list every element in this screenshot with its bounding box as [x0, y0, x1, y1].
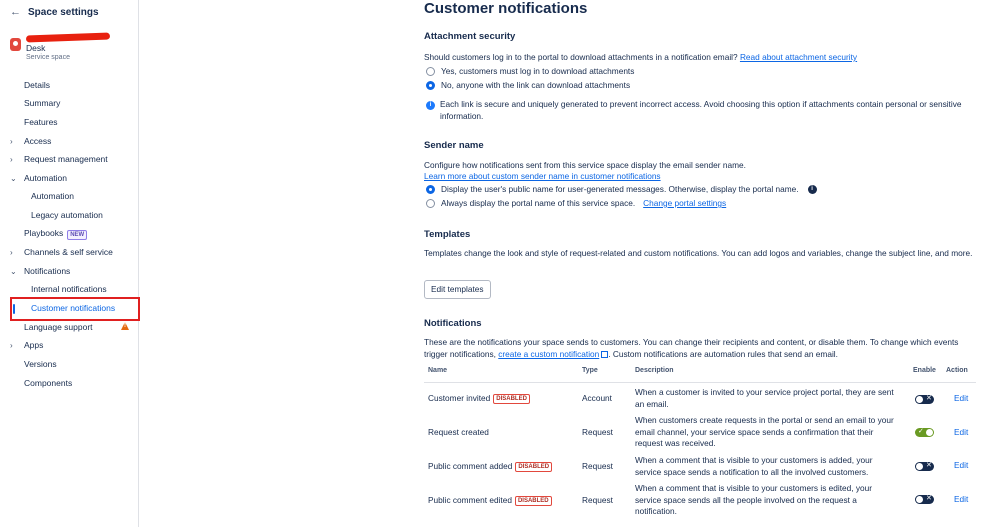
- notifications-desc-text-2: . Custom notifications are automation rules that send an email.: [608, 348, 838, 359]
- attachment-question-text: Should customers log in to the portal to download attachments in a notification email?: [424, 52, 738, 62]
- sidebar-header: [10, 6, 99, 18]
- chevron-down-icon[interactable]: ⌄: [10, 266, 17, 276]
- info-icon[interactable]: i: [808, 185, 817, 194]
- page-title: Customer notifications: [424, 0, 588, 17]
- table-row-description: When a customer is invited to your service project portal, they are sent an email.: [635, 387, 894, 409]
- sidebar-item-label: Legacy automation: [31, 210, 103, 220]
- attachment-info-text: Each link is secure and uniquely generated to prevent incorrect access. Avoid choosing this option if attachments contain personal or sensitive information.: [440, 99, 962, 121]
- table-row-type: Request: [582, 427, 613, 437]
- sidebar-item-label: Versions: [24, 359, 57, 369]
- table-row-name: [428, 495, 552, 507]
- sidebar-item-label: Automation: [31, 191, 74, 201]
- sidebar-item-label: Automation: [24, 173, 67, 183]
- table-row-type: Request: [582, 495, 613, 505]
- column-header-enable[interactable]: Enable: [913, 367, 936, 374]
- edit-link[interactable]: Edit: [954, 494, 969, 504]
- redaction-mark: [26, 33, 110, 43]
- edit-link[interactable]: Edit: [954, 427, 969, 437]
- attachment-option-login-label: Yes, customers must log in to download attachments: [441, 66, 635, 76]
- sender-learn-link[interactable]: Learn more about custom sender name in customer notifications: [424, 171, 661, 181]
- table-row-name: [428, 393, 530, 405]
- row-name-text: Request created: [428, 427, 489, 437]
- enable-toggle[interactable]: ✕: [915, 495, 934, 504]
- back-arrow-icon[interactable]: ←: [10, 6, 21, 18]
- sidebar-title: Space settings: [28, 6, 99, 18]
- radio-login[interactable]: [426, 67, 435, 76]
- warning-icon: [121, 322, 129, 330]
- project-name: Desk: [26, 43, 46, 53]
- sidebar-item-label: Language support: [24, 322, 93, 332]
- sender-option-portal-name-label: Always display the portal name of this service space.: [441, 198, 636, 208]
- table-row-name: [428, 461, 552, 473]
- sidebar-item-label: Request management: [24, 154, 108, 164]
- chevron-down-icon[interactable]: ⌄: [10, 173, 17, 183]
- disabled-badge: DISABLED: [493, 394, 530, 404]
- row-name-text: Customer invited: [428, 393, 491, 403]
- sender-name-heading: Sender name: [424, 140, 484, 151]
- table-header-divider: [424, 382, 976, 383]
- attachment-security-link[interactable]: Read about attachment security: [739, 52, 858, 62]
- sidebar-item-label: Features: [24, 117, 58, 127]
- sidebar-item-label: Playbooks: [24, 228, 64, 238]
- notifications-heading: Notifications: [424, 318, 482, 329]
- sidebar-item-label: Access: [24, 136, 52, 146]
- change-portal-settings-link[interactable]: Change portal settings: [643, 198, 727, 208]
- sidebar-item-label: Details: [24, 80, 50, 90]
- table-row-type: Request: [582, 461, 613, 471]
- sidebar-item-label: Channels & self service: [24, 247, 113, 257]
- radio-nologin[interactable]: [426, 81, 435, 90]
- disabled-badge: DISABLED: [515, 496, 552, 506]
- row-name-text: Public comment added: [428, 461, 513, 471]
- column-header-name[interactable]: Name: [428, 367, 448, 374]
- create-custom-notification-link[interactable]: create a custom notification: [498, 348, 600, 359]
- templates-desc: Templates change the look and style of request-related and custom notifications. You can add logos and variables, change the subject line, and more.: [424, 248, 973, 258]
- templates-heading: Templates: [424, 229, 471, 240]
- attachment-question: [424, 52, 984, 64]
- chevron-right-icon[interactable]: ›: [10, 247, 13, 257]
- attachment-option-nologin-label: No, anyone with the link can download attachments: [441, 80, 631, 90]
- sidebar-item-label: Customer notifications: [31, 303, 116, 313]
- column-header-type[interactable]: Type: [582, 367, 598, 374]
- table-row-description: When a comment that is visible to your customers is edited, your service space sends all the people involved on the request a notification.: [635, 483, 873, 516]
- project-info: [10, 33, 110, 63]
- table-row-name: [428, 427, 489, 439]
- radio-portal-name[interactable]: [426, 199, 435, 208]
- new-badge: NEW: [67, 230, 87, 240]
- sidebar-item-label: Components: [24, 378, 73, 388]
- notifications-desc: [424, 337, 980, 360]
- sidebar: [0, 0, 139, 527]
- row-name-text: Public comment edited: [428, 495, 512, 505]
- edit-link[interactable]: Edit: [954, 393, 969, 403]
- sidebar-item-label: Notifications: [24, 266, 71, 276]
- edit-link[interactable]: Edit: [954, 460, 969, 470]
- disabled-badge: DISABLED: [515, 462, 552, 472]
- sidebar-item-label: Internal notifications: [31, 284, 107, 294]
- sender-desc: Configure how notifications sent from this service space display the email sender name.: [424, 160, 746, 170]
- chevron-right-icon[interactable]: ›: [10, 340, 13, 350]
- enable-toggle[interactable]: ✓: [915, 428, 934, 437]
- sender-option-portal-name[interactable]: [426, 198, 726, 208]
- column-header-description[interactable]: Description: [635, 367, 674, 374]
- sender-option-user-name[interactable]: [426, 184, 817, 194]
- project-avatar: [10, 38, 21, 51]
- chevron-right-icon[interactable]: ›: [10, 136, 13, 146]
- column-header-action[interactable]: Action: [946, 367, 968, 374]
- enable-toggle[interactable]: ✕: [915, 395, 934, 404]
- sidebar-item-label: Apps: [24, 340, 44, 350]
- table-row-description: When a comment that is visible to your customers is added, your service space sends a notification to all the involved customers.: [635, 455, 873, 477]
- notifications-desc-text: These are the notifications your space sends to customers. You can change their recipients and content, or disable them. To change which events trigger notifications,: [424, 337, 959, 359]
- table-row-type: Account: [582, 393, 612, 403]
- edit-templates-button[interactable]: Edit templates: [424, 280, 491, 299]
- external-link-icon: [601, 351, 608, 358]
- attachment-security-heading: Attachment security: [424, 31, 516, 42]
- highlight-annotation-box: [10, 297, 140, 321]
- sender-option-user-name-label: Display the user's public name for user-generated messages. Otherwise, display the portal name.: [441, 184, 799, 194]
- info-icon: i: [426, 101, 435, 110]
- chevron-right-icon[interactable]: ›: [10, 154, 13, 164]
- radio-user-name[interactable]: [426, 185, 435, 194]
- table-row-description: When customers create requests in the portal or send an email to your email channel, your service space sends a confirmation that their request was received.: [635, 415, 894, 448]
- sidebar-item-label: Summary: [24, 98, 61, 108]
- attachment-option-nologin[interactable]: [426, 80, 630, 90]
- attachment-option-login[interactable]: [426, 66, 634, 76]
- enable-toggle[interactable]: ✕: [915, 462, 934, 471]
- project-type: Service space: [26, 54, 70, 61]
